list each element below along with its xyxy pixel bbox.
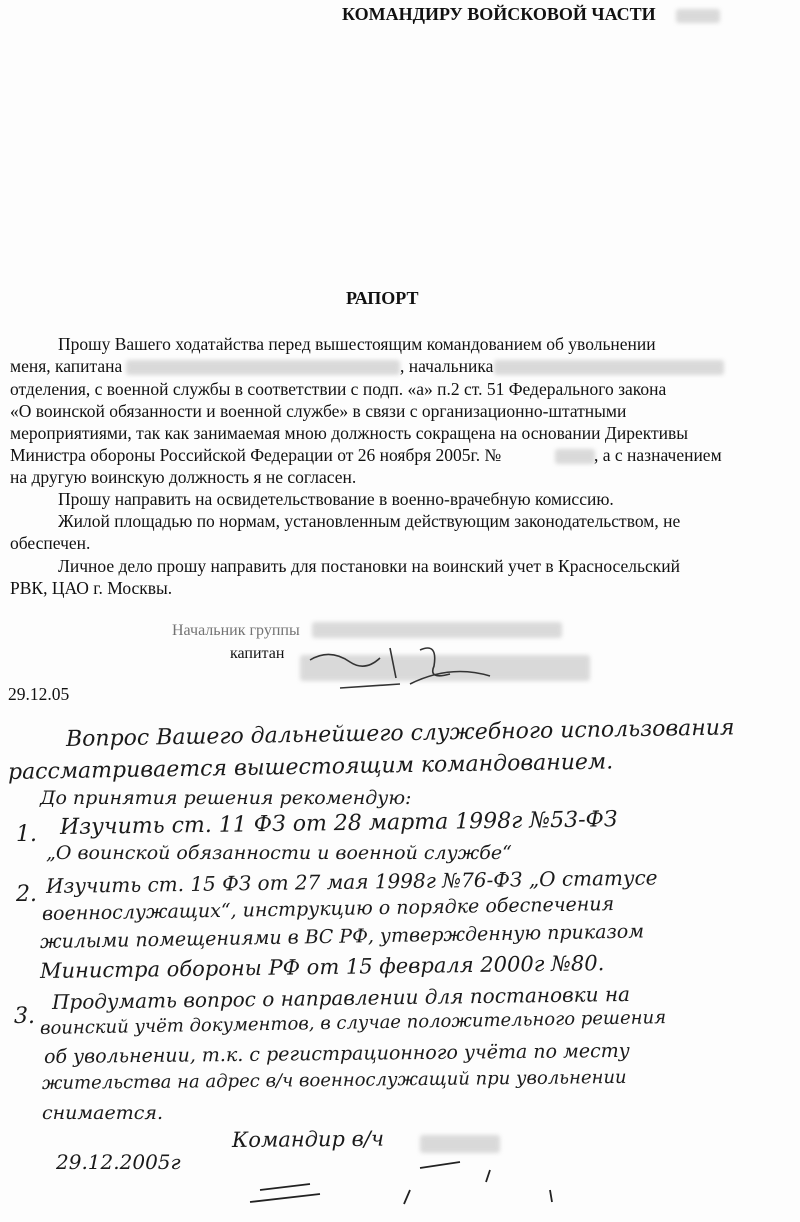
para1-line2a: меня, капитана xyxy=(10,356,123,376)
item3-line3: об увольнении, т.к. с регистрационного учёта по месту xyxy=(43,1039,630,1068)
resolution-line3: До принятия решения рекомендую: xyxy=(40,787,412,809)
para1-line6a: Министра обороны Российской Федерации от 26 ноября 2005г. № xyxy=(10,445,502,465)
signature-scribble-1 xyxy=(300,640,600,700)
item3-line1: Продумать вопрос о направлении для постановки на xyxy=(51,981,631,1014)
item2-line1: Изучить ст. 15 ФЗ от 27 мая 1998г №76-ФЗ „О статусе xyxy=(45,865,658,898)
commander-signature-scribble xyxy=(240,1150,560,1220)
item1-line1: Изучить ст. 11 ФЗ от 28 марта 1998г №53-ФЗ xyxy=(59,807,618,840)
para1-line5: мероприятиями, так как занимаемая мною должность сокращена на основании Директивы xyxy=(10,423,689,443)
item1-line2: „О воинской обязанности и военной службе“ xyxy=(46,842,512,864)
resolution-line1: Вопрос Вашего дальнейшего служебного использования xyxy=(65,715,735,752)
para1-line4: «О воинской обязанности и военной службе» в связи с организационно-штатными xyxy=(10,401,627,421)
commander-label: Командир в/ч xyxy=(231,1126,385,1152)
redacted-group-name xyxy=(494,360,724,375)
document-title: РАПОРТ xyxy=(346,288,419,308)
para4-line1: Личное дело прошу направить для постановки на воинский учет в Красносельский xyxy=(58,556,681,576)
signature-position: Начальник группы xyxy=(172,622,300,639)
resolution-date: 29.12.2005г xyxy=(56,1150,181,1174)
para1-line6b: , а с назначением xyxy=(594,445,722,465)
item1-number: 1. xyxy=(16,822,37,847)
redacted-name xyxy=(126,360,400,375)
para1-line1: Прошу Вашего ходатайства перед вышестоящим командованием об увольнении xyxy=(58,334,656,354)
report-date: 29.12.05 xyxy=(8,684,70,704)
para1-line7: на другую воинскую должность я не согласен. xyxy=(10,467,357,487)
item3-line4: жительства на адрес в/ч военнослужащий при увольнении xyxy=(41,1066,627,1094)
redacted-unit-number xyxy=(676,9,720,23)
item3-number: 3. xyxy=(14,1004,35,1029)
para1-line3: отделения, с военной службы в соответствии с подп. «а» п.2 ст. 51 Федерального закона xyxy=(10,379,667,399)
signature-rank: капитан xyxy=(230,645,285,662)
redacted-directive-number xyxy=(555,449,595,464)
para2: Прошу направить на освидетельствование в военно-врачебную комиссию. xyxy=(58,489,614,509)
para4-line2: РВК, ЦАО г. Москвы. xyxy=(10,578,173,598)
item2-line4: Министра обороны РФ от 15 февраля 2000г №80. xyxy=(39,951,605,983)
resolution-line2: рассматривается вышестоящим командованием. xyxy=(7,749,614,785)
item2-number: 2. xyxy=(16,882,37,907)
para3-line2: обеспечен. xyxy=(10,533,91,553)
item2-line2: военнослужащих“, инструкцию о порядке обеспечения xyxy=(41,893,615,925)
addressee-header: КОМАНДИРУ ВОЙСКОВОЙ ЧАСТИ xyxy=(342,4,656,24)
item3-line5: снимается. xyxy=(42,1102,163,1124)
para3-line1: Жилой площадью по нормам, установленным действующим законодательством, не xyxy=(58,511,681,531)
item3-line2: воинский учёт документов, в случае положительного решения xyxy=(39,1007,667,1039)
redacted-position-rest xyxy=(312,622,562,638)
para1-line2b: , начальника xyxy=(400,356,494,376)
item2-line3: жилыми помещениями в ВС РФ, утвержденную приказом xyxy=(39,920,645,953)
